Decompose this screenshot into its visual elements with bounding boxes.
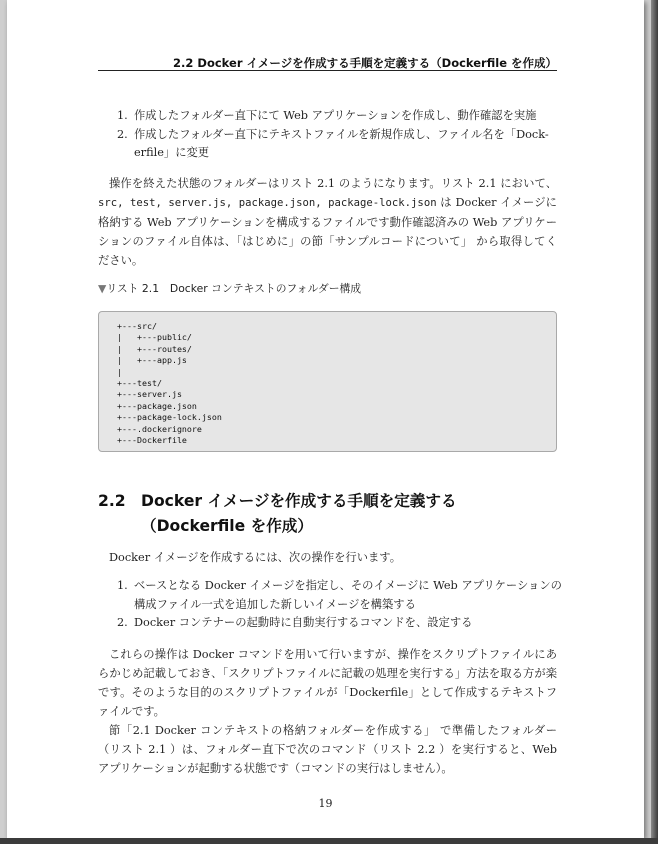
ordered-list-bottom xyxy=(117,577,562,633)
paragraph-script-file: これらの操作は Docker コマンドを用いて行いますが、操作をスクリプトファイルにあらかじめ記載しておき、「スクリプトファイルに記載の処理を実行する」方法を取る方が楽です。そのような目的のスクリプトファイルが「Dockerfile」として作成するテキストファイルです。 xyxy=(98,648,557,718)
list-item xyxy=(117,126,562,163)
viewer-edge-right xyxy=(651,0,658,844)
list-item xyxy=(117,577,562,614)
list-text: 作成したフォルダー直下にて Web アプリケーションを作成し、動作確認を実施 xyxy=(134,109,537,122)
viewer-edge-bottom xyxy=(0,838,658,844)
code-line: +---package.json xyxy=(117,400,197,411)
header-rule xyxy=(98,70,557,71)
code-listing xyxy=(98,311,557,452)
list-item xyxy=(117,107,562,126)
section-title: （Dockerfile を作成） xyxy=(141,517,313,535)
code-line: +---src/ xyxy=(117,321,157,331)
code-line: | +---routes/ xyxy=(117,343,192,354)
list-text: 作成したフォルダー直下にテキストファイルを新規作成し、ファイル名を「Dock-erfile」に変更 xyxy=(134,127,549,160)
code-line: +---server.js xyxy=(117,389,182,400)
inline-code: src, test, server.js, package.json, package-lock.json xyxy=(98,197,437,209)
code-line: | +---app.js xyxy=(117,355,187,366)
code-line: | +---public/ xyxy=(117,332,192,343)
document-page xyxy=(7,0,644,838)
paragraph-text: 操作を終えた状態のフォルダーはリスト 2.1 のようになります。リスト 2.1 において、 xyxy=(109,177,557,190)
list-text: Docker コンテナーの起動時に自動実行するコマンドを、設定する xyxy=(134,616,473,630)
list-number: 2. xyxy=(117,616,128,630)
ordered-list-top xyxy=(117,107,562,163)
list-number: 1. xyxy=(117,579,128,592)
paragraph-folder-state xyxy=(98,174,557,270)
listing-label: リスト 2.1 Docker コンテキストのフォルダー構成 xyxy=(106,282,362,295)
list-item xyxy=(117,614,562,633)
section-title: Docker イメージを作成する手順を定義する xyxy=(141,492,457,510)
code-line: +---package-lock.json xyxy=(117,412,222,423)
paragraph-intro: Docker イメージを作成するには、次の操作を行います。 xyxy=(109,551,401,564)
running-head: 2.2 Docker イメージを作成する手順を定義する（Dockerfile を作成） xyxy=(173,56,557,70)
code-line: | xyxy=(117,366,122,377)
list-text: ベースとなる Docker イメージを指定し、そのイメージに Web アプリケーションの構成ファイル一式を追加した新しいイメージを構築する xyxy=(134,579,562,611)
listing-caption xyxy=(98,281,361,296)
code-line: +---test/ xyxy=(117,378,162,389)
code-line: +---.dockerignore xyxy=(117,423,202,434)
triangle-icon: ▼ xyxy=(98,282,107,295)
section-number: 2.2 xyxy=(98,492,126,510)
code-block xyxy=(99,312,556,446)
paragraph-prepared-folder: 節「2.1 Docker コンテキストの格納フォルダーを作成する」 で準備したフォルダー（リスト 2.1 ）は、フォルダー直下で次のコマンド（リスト 2.2 ）を実行すると、Web アプリケーションが起動する状態です（コマンドの実行はしません）。 xyxy=(98,724,557,775)
page-number: 19 xyxy=(318,797,333,810)
code-line: +---Dockerfile xyxy=(117,435,187,446)
list-number: 1. xyxy=(117,109,128,122)
paragraph-text: は Docker イメージに格納する Web アプリケーションを構成するファイルです動作確認済みの Web アプリケーションのファイル自体は、「はじめに」の節「サンプルコードについて」 から取得してください。 xyxy=(98,196,557,267)
list-number: 2. xyxy=(117,127,128,141)
